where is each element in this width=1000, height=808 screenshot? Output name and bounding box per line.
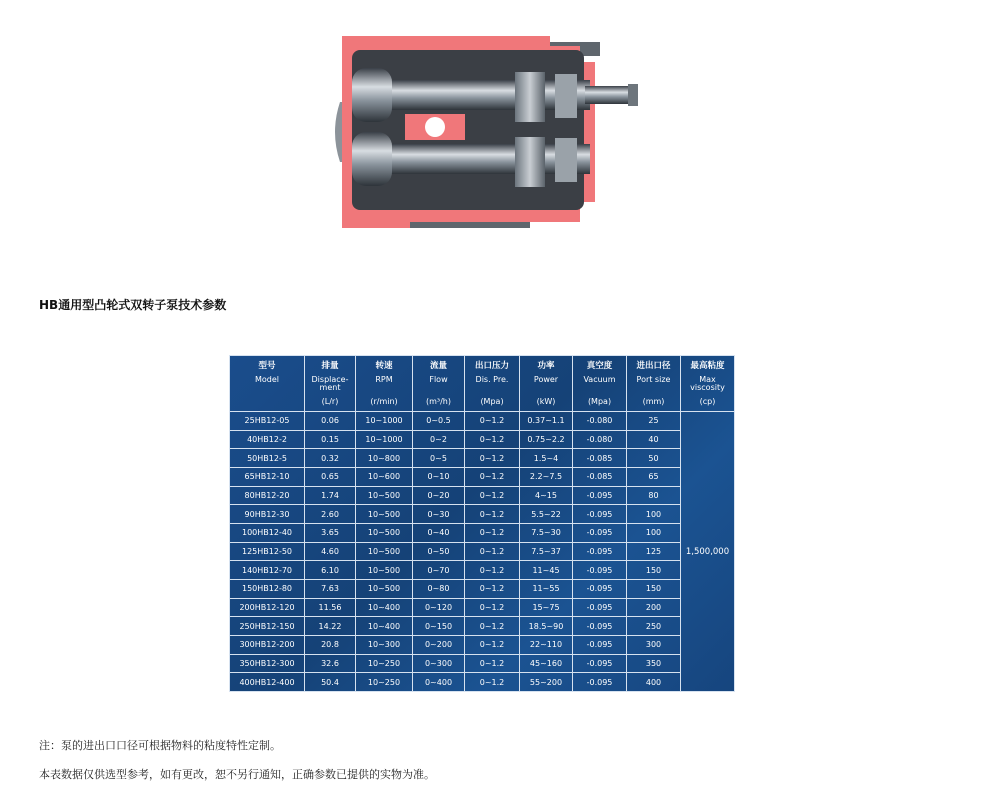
table-cell: -0.095 (573, 617, 627, 636)
table-cell: -0.085 (573, 449, 627, 468)
table-cell: 10~500 (356, 523, 413, 542)
table-cell: 0~1.2 (465, 412, 520, 431)
note-port-size: 注：泵的进出口口径可根据物料的粘度特性定制。 (39, 739, 281, 752)
table-row (230, 486, 735, 505)
table-cell: 10~400 (356, 598, 413, 617)
table-cell: 32.6 (305, 654, 356, 673)
table-cell: 0~1.2 (465, 430, 520, 449)
table-cell: -0.085 (573, 467, 627, 486)
col-displacement: 排量 Displace-ment (L/r) (305, 356, 356, 412)
table-cell: 0.06 (305, 412, 356, 431)
table-cell: 45~160 (520, 654, 573, 673)
table-cell: 400HB12-400 (230, 673, 305, 692)
table-cell: 10~250 (356, 673, 413, 692)
table-cell: 0~50 (413, 542, 465, 561)
table-cell: 0~1.2 (465, 617, 520, 636)
table-cell: 0~1.2 (465, 561, 520, 580)
table-cell: 90HB12-30 (230, 505, 305, 524)
table-cell: 1.5~4 (520, 449, 573, 468)
table-cell: 10~500 (356, 486, 413, 505)
table-cell: 0~20 (413, 486, 465, 505)
table-cell: 0~300 (413, 654, 465, 673)
table-row (230, 635, 735, 654)
table-cell: 11.56 (305, 598, 356, 617)
table-row (230, 449, 735, 468)
table-cell: 0~1.2 (465, 486, 520, 505)
table-cell: 140HB12-70 (230, 561, 305, 580)
spec-table-body (230, 412, 735, 692)
table-cell: 10~500 (356, 579, 413, 598)
table-cell: 20.8 (305, 635, 356, 654)
table-row (230, 654, 735, 673)
table-cell: 0~1.2 (465, 673, 520, 692)
table-cell: -0.080 (573, 412, 627, 431)
table-cell: 100 (627, 523, 681, 542)
table-cell: -0.095 (573, 542, 627, 561)
max-viscosity-cell: 1,500,000 (681, 412, 735, 692)
table-cell: 0~40 (413, 523, 465, 542)
table-cell: 50HB12-5 (230, 449, 305, 468)
table-cell: 250HB12-150 (230, 617, 305, 636)
table-cell: 50.4 (305, 673, 356, 692)
header-row (230, 356, 735, 412)
table-cell: -0.095 (573, 579, 627, 598)
table-cell: 10~400 (356, 617, 413, 636)
table-cell: -0.095 (573, 673, 627, 692)
table-cell: -0.095 (573, 635, 627, 654)
table-cell: 7.5~30 (520, 523, 573, 542)
table-cell: 0~10 (413, 467, 465, 486)
table-cell: 0~1.2 (465, 449, 520, 468)
table-cell: 0.37~1.1 (520, 412, 573, 431)
table-cell: 0~1.2 (465, 467, 520, 486)
spec-table (229, 355, 735, 692)
table-cell: 0~5 (413, 449, 465, 468)
col-port-size: 进出口径 Port size (mm) (627, 356, 681, 412)
table-cell: -0.095 (573, 598, 627, 617)
col-power: 功率 Power (kW) (520, 356, 573, 412)
table-cell: 0~150 (413, 617, 465, 636)
table-cell: 0~1.2 (465, 654, 520, 673)
table-row (230, 598, 735, 617)
table-row (230, 617, 735, 636)
table-row (230, 523, 735, 542)
table-cell: 11~45 (520, 561, 573, 580)
table-cell: 0~1.2 (465, 598, 520, 617)
table-cell: 80 (627, 486, 681, 505)
table-cell: 55~200 (520, 673, 573, 692)
table-cell: 100 (627, 505, 681, 524)
table-row (230, 430, 735, 449)
table-cell: 40HB12-2 (230, 430, 305, 449)
col-discharge-pressure: 出口压力 Dis. Pre. (Mpa) (465, 356, 520, 412)
table-cell: 0~1.2 (465, 523, 520, 542)
table-cell: 0.65 (305, 467, 356, 486)
table-cell: 0~200 (413, 635, 465, 654)
table-cell: 200HB12-120 (230, 598, 305, 617)
table-cell: -0.095 (573, 561, 627, 580)
table-cell: 22~110 (520, 635, 573, 654)
table-cell: 18.5~90 (520, 617, 573, 636)
table-cell: 14.22 (305, 617, 356, 636)
table-cell: 125HB12-50 (230, 542, 305, 561)
col-vacuum: 真空度 Vacuum (Mpa) (573, 356, 627, 412)
table-row (230, 412, 735, 431)
table-cell: 4~15 (520, 486, 573, 505)
col-max-viscosity: 最高粘度 Max viscosity (cp) (681, 356, 735, 412)
table-cell: 15~75 (520, 598, 573, 617)
table-cell: 0~400 (413, 673, 465, 692)
table-cell: 50 (627, 449, 681, 468)
table-cell: 400 (627, 673, 681, 692)
table-cell: 40 (627, 430, 681, 449)
table-row (230, 673, 735, 692)
table-cell: 5.5~22 (520, 505, 573, 524)
table-cell: 0~70 (413, 561, 465, 580)
table-cell: 150 (627, 561, 681, 580)
col-flow: 流量 Flow (m³/h) (413, 356, 465, 412)
table-cell: 10~500 (356, 561, 413, 580)
table-cell: 350 (627, 654, 681, 673)
table-cell: 0~1.2 (465, 542, 520, 561)
table-cell: 150 (627, 579, 681, 598)
table-cell: 350HB12-300 (230, 654, 305, 673)
table-cell: 150HB12-80 (230, 579, 305, 598)
table-cell: 1.74 (305, 486, 356, 505)
table-row (230, 579, 735, 598)
note-disclaimer: 本表数据仅供选型参考，如有更改，恕不另行通知，正确参数已提供的实物为准。 (39, 768, 435, 781)
table-cell: 6.10 (305, 561, 356, 580)
table-cell: 0.75~2.2 (520, 430, 573, 449)
table-cell: 0.15 (305, 430, 356, 449)
table-row (230, 467, 735, 486)
table-row (230, 561, 735, 580)
table-cell: 10~800 (356, 449, 413, 468)
table-cell: 25 (627, 412, 681, 431)
table-cell: 300 (627, 635, 681, 654)
table-cell: 2.2~7.5 (520, 467, 573, 486)
col-rpm: 转速 RPM (r/min) (356, 356, 413, 412)
table-cell: -0.095 (573, 505, 627, 524)
table-row (230, 505, 735, 524)
table-row (230, 542, 735, 561)
table-cell: 125 (627, 542, 681, 561)
table-cell: 0.32 (305, 449, 356, 468)
table-cell: 0~1.2 (465, 635, 520, 654)
table-cell: 3.65 (305, 523, 356, 542)
table-cell: 7.63 (305, 579, 356, 598)
table-cell: 10~1000 (356, 412, 413, 431)
table-cell: 10~300 (356, 635, 413, 654)
table-cell: 2.60 (305, 505, 356, 524)
table-cell: 0~0.5 (413, 412, 465, 431)
table-cell: -0.080 (573, 430, 627, 449)
table-cell: 7.5~37 (520, 542, 573, 561)
table-cell: 11~55 (520, 579, 573, 598)
table-cell: 100HB12-40 (230, 523, 305, 542)
table-cell: -0.095 (573, 523, 627, 542)
table-cell: 0~1.2 (465, 505, 520, 524)
table-cell: 0~80 (413, 579, 465, 598)
table-cell: 0~30 (413, 505, 465, 524)
table-cell: 4.60 (305, 542, 356, 561)
table-cell: 65 (627, 467, 681, 486)
table-cell: 80HB12-20 (230, 486, 305, 505)
col-model: 型号 Model (230, 356, 305, 412)
spec-heading: HB通用型凸轮式双转子泵技术参数 (39, 298, 227, 312)
table-cell: 10~250 (356, 654, 413, 673)
table-cell: 10~500 (356, 505, 413, 524)
table-cell: 200 (627, 598, 681, 617)
table-cell: 10~600 (356, 467, 413, 486)
table-cell: 65HB12-10 (230, 467, 305, 486)
table-cell: -0.095 (573, 654, 627, 673)
table-cell: -0.095 (573, 486, 627, 505)
table-cell: 250 (627, 617, 681, 636)
pump-cutaway-image (330, 32, 640, 234)
table-cell: 0~120 (413, 598, 465, 617)
table-cell: 10~500 (356, 542, 413, 561)
table-cell: 0~1.2 (465, 579, 520, 598)
table-cell: 300HB12-200 (230, 635, 305, 654)
spec-table-container (229, 355, 734, 692)
table-cell: 25HB12-05 (230, 412, 305, 431)
table-cell: 10~1000 (356, 430, 413, 449)
table-cell: 0~2 (413, 430, 465, 449)
